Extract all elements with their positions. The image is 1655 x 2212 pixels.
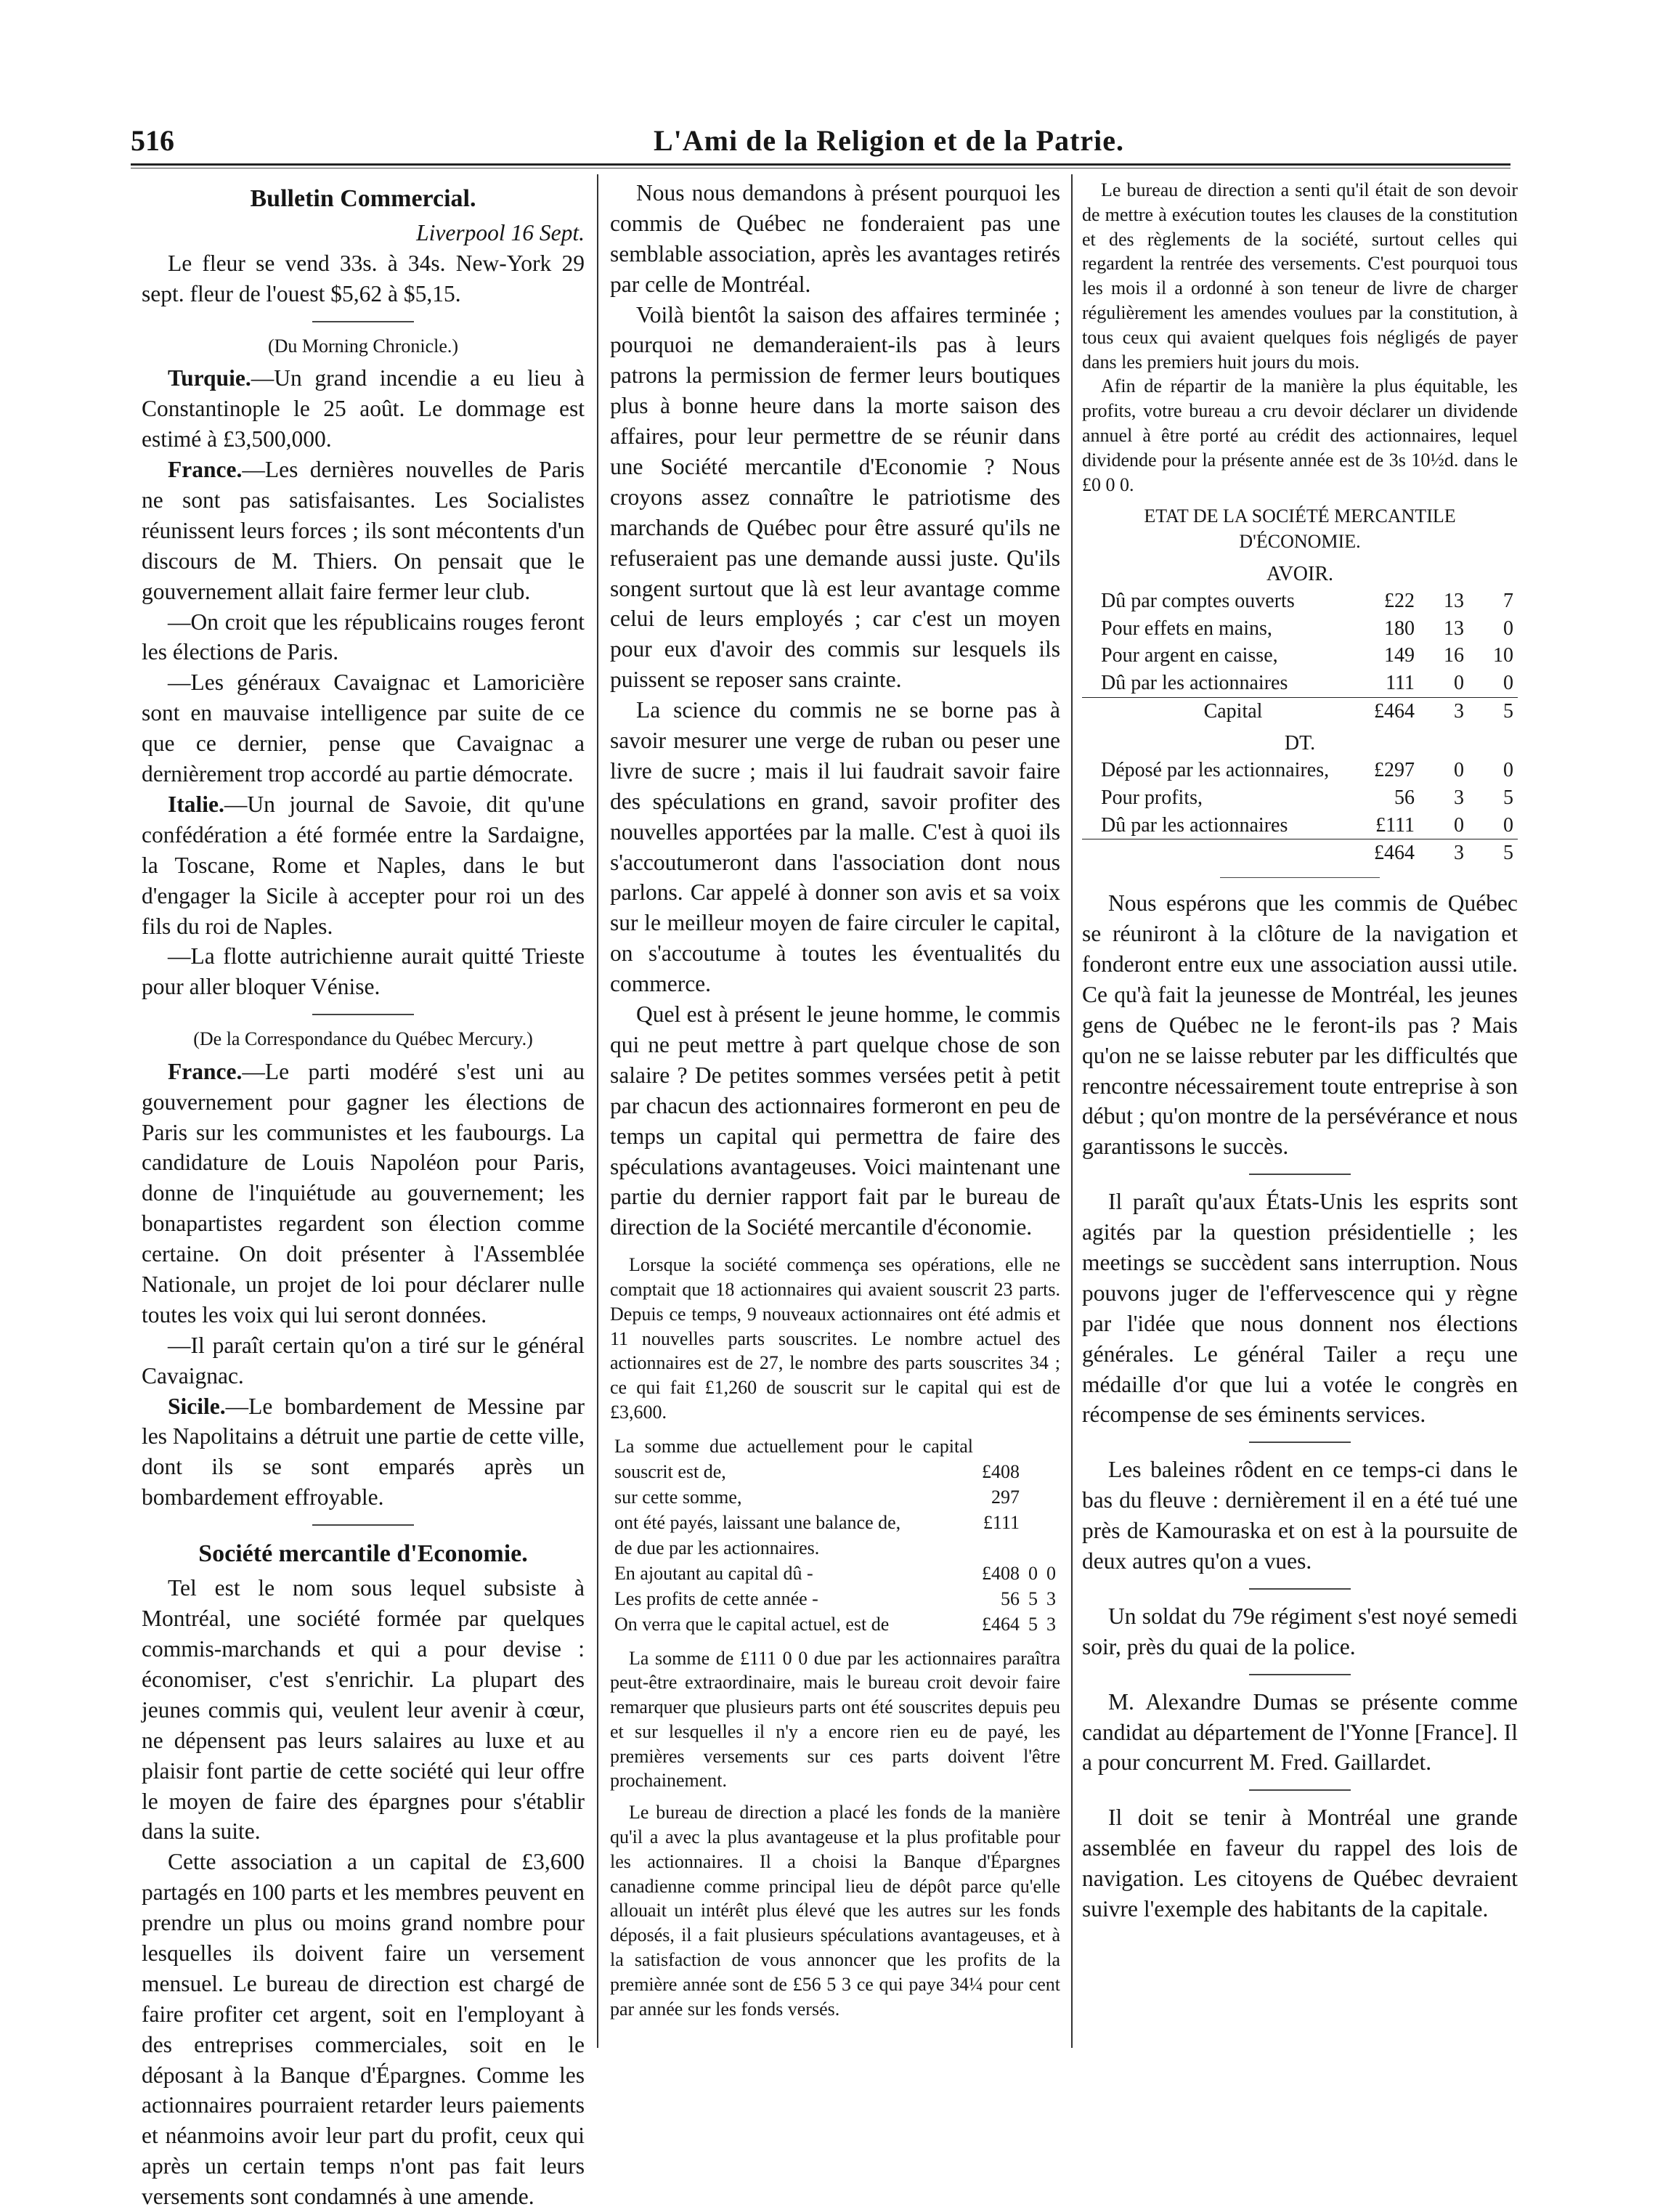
column-divider-2 [1071, 174, 1073, 2048]
avoir-pounds: 149 [1384, 644, 1415, 667]
news-generaux: —Les généraux Cavaignac et Lamoricière sont en mauvaise intelligence par suite de ce que ce dernier, pense que Cavaignac a dernièrement trop accordé au partie démocrate. [142, 670, 585, 787]
dt-total-pounds: £464 [1370, 839, 1419, 867]
country-france-2: France. [168, 1058, 243, 1084]
account-value: £408 [982, 1460, 1020, 1482]
capital-shillings: 3 [1419, 697, 1468, 725]
avoir-pounds: 180 [1384, 617, 1415, 640]
account-shillings: 0 [1028, 1563, 1038, 1585]
avoir-shillings: 13 [1444, 589, 1464, 612]
report-somme: La somme de £111 0 0 due par les actionnaires paraîtra peut-être extraordinaire, mais le bureau croit devoir faire remarquer que plusieurs parts ont été souscrites depuis peu et sur lesquelles il n'y a encore rien eu de payé, les premières versements sur ces parts doivent l'être prochainement. [610, 1647, 1060, 1792]
avoir-pence: 7 [1503, 589, 1513, 612]
account-pence: 0 [1046, 1563, 1056, 1585]
dt-row [1082, 812, 1518, 839]
avoir-row [1082, 642, 1518, 670]
news-republicains: —On croit que les républicains rouges feront les élections de Paris. [142, 609, 585, 665]
dt-title: DT. [1284, 731, 1316, 755]
avoir-row [1082, 670, 1518, 697]
column-3 [1082, 178, 1518, 1924]
news-italie [142, 789, 585, 941]
article-paragraph: Tel est le nom sous lequel subsiste à Montréal, une société formée par quelques commis-marchands et qui a pour devise : économiser, c'est s'enrichir. La plupart des jeunes commis qui, veulent leur avenir à cœur, ne dépensent pas leurs salaires au luxe et au plaisir font partie de cette société qui leur offre le moyen de faire des épargnes pour s'établir dans la suite. [142, 1575, 585, 1845]
news-france-1 [142, 455, 585, 606]
italie-text: —Un journal de Savoie, dit qu'une confédération a été formée entre la Sardaigne, la Toscane, Rome et Naples, dans le but d'engager la Sicile à accepter pour roi un des fils du roi de Naples. [142, 791, 585, 939]
header-rule [131, 163, 1510, 166]
account-shillings: 5 [1028, 1588, 1038, 1610]
account-label: La somme due actuellement pour le capital souscrit est de, [614, 1435, 973, 1482]
dt-shillings: 0 [1454, 813, 1464, 837]
etat-title: ETAT DE LA SOCIÉTÉ MERCANTILE D'ÉCONOMIE. [1144, 505, 1456, 552]
account-pence [1042, 1484, 1060, 1510]
account-row [610, 1611, 1060, 1637]
avoir-pence: 0 [1503, 617, 1513, 640]
account-shillings [1024, 1510, 1042, 1535]
account-row [610, 1586, 1060, 1611]
dt-row [1082, 784, 1518, 812]
sicile-text: —Le bombardement de Messine par les Napolitains a détruit une partie de cette ville, dont ils se sont emparés après un bombardement effroyable. [142, 1393, 585, 1510]
account-value: £111 [983, 1512, 1020, 1534]
separator [1249, 1174, 1351, 1175]
account-value: 297 [991, 1486, 1020, 1508]
country-france-1: France. [168, 457, 243, 483]
masthead-title: L'Ami de la Religion et de la Patrie. [654, 124, 1125, 157]
account-row [610, 1561, 1060, 1586]
account-pence [1042, 1434, 1060, 1484]
news-etats-unis: Il paraît qu'aux États-Unis les esprits sont agités par la question présidentielle ; les meetings se succèdent sans interruption. Nous pouvons juger de l'effervescence qui y règne par l'idée que nous donnent nos élections générales. Le général Tailer a reçu une médaille d'or que lui a votée le congrès en récompense de ses éminents services. [1082, 1189, 1518, 1428]
account-label: On verra que le capital actuel, est de [614, 1614, 890, 1635]
article-paragraph: Nous nous demandons à présent pourquoi les commis de Québec ne fonderaient pas une semblable association, après les avantages retirés par celle de Montréal. [610, 180, 1060, 297]
france-2-text: —Le parti modéré s'est uni au gouvernement pour gagner les élections de Paris sur les communistes et les faubourgs. La candidature de Louis Napoléon pour Paris, donne de l'inquiétude au gouvernement; les bonapartistes regardent son élection comme certaine. On doit présenter à l'Assemblée Nationale, un projet de loi pour déclarer nulle toutes les voix qui lui seront données. [142, 1058, 585, 1327]
dt-pence: 0 [1503, 758, 1513, 781]
avoir-pence: 0 [1503, 672, 1513, 695]
account-pence: 3 [1046, 1588, 1056, 1610]
bulletin-title: Bulletin Commercial. [250, 185, 476, 212]
capital-pence: 5 [1468, 697, 1518, 725]
avoir-pence: 10 [1493, 644, 1513, 667]
account-value: £464 [982, 1614, 1020, 1635]
avoir-title: AVOIR. [1266, 562, 1334, 585]
dt-pounds: £111 [1375, 813, 1415, 837]
article-paragraph: Voilà bientôt la saison des affaires terminée ; pourquoi ne demanderaient-ils pas à leurs patrons la permission de fermer leurs boutiques plus à bonne heure dans la morte saison des affaires, pour leur permettre de se réunir dans une Société mercantile d'Economie ? Nous croyons assez connaître le patriotisme des marchands de Québec pour être assuré qu'ils ne refuseraient pas une demande aussi juste. Qu'ils songent surtout que là est leur avantage comme celui de leurs employés ; car c'est un moyen pour eux d'avoir des commis sur lesquels ils puissent se reposer sans crainte. [610, 301, 1060, 693]
france-1-text: —Les dernières nouvelles de Paris ne sont pas satisfaisantes. Les Socialistes réunissent leurs forces ; ils sont mécontents d'un discours de M. Thiers. On pensait que le gouvernement allait faire fermer leur club. [142, 457, 585, 604]
report-excerpt [610, 1253, 1060, 2021]
account-pence [1042, 1510, 1060, 1535]
separator [1249, 1588, 1351, 1590]
source-quebec-mercury: (De la Correspondance du Québec Mercury.) [193, 1028, 533, 1050]
column-2 [610, 178, 1060, 2021]
dt-row [1082, 757, 1518, 784]
article-paragraph: Nous espérons que les commis de Québec se réuniront à la clôture de la navigation et fonderont entre eux une association aussi utile. Ce qu'à fait la jeunesse de Montréal, les jeunes gens de Québec ne le feront-ils pas ? Mais qu'on ne se laisse rebuter par les difficultés que rencontre nécessairement toute entreprise à son début ; qu'on montre de la persévérance et nous garantissons le succès. [1082, 890, 1518, 1160]
news-soldat: Un soldat du 79e régiment s'est noyé semedi soir, près du quai de la police. [1082, 1603, 1518, 1659]
bulletin-dateline: Liverpool 16 Sept. [416, 220, 585, 246]
news-tire: —Il paraît certain qu'on a tiré sur le général Cavaignac. [142, 1332, 585, 1388]
avoir-label: Pour effets en mains, [1101, 617, 1272, 640]
column-1 [142, 178, 585, 2212]
dt-pence: 0 [1503, 813, 1513, 837]
dt-total-pence: 5 [1468, 839, 1518, 867]
avoir-row [1082, 587, 1518, 615]
account-label: ont été payés, laissant une balance de, [614, 1512, 901, 1534]
report-repartir: Afin de répartir de la manière la plus équitable, les profits, votre bureau a cru devoir déclarer un dividende annuel à être porté au crédit des actionnaires, lequel dividende pour la présente année est de 3s 10½d. dans le £0 0 0. [1082, 375, 1518, 495]
account-label: de due par les actionnaires. [614, 1537, 820, 1559]
page-number: 516 [131, 124, 174, 157]
separator [1249, 1789, 1351, 1791]
turquie-text: —Un grand incendie a eu lieu à Constantinople le 25 août. Le dommage est estimé à £3,500,000. [142, 365, 585, 452]
account-shillings [1024, 1484, 1042, 1510]
column-divider-1 [597, 174, 598, 2048]
separator [312, 1524, 414, 1526]
news-flotte: —La flotte autrichienne aurait quitté Trieste pour aller bloquer Vénise. [142, 943, 585, 1000]
dt-label: Déposé par les actionnaires, [1101, 758, 1330, 781]
account-label: sur cette somme, [614, 1486, 742, 1508]
dt-pounds: 56 [1394, 786, 1415, 809]
avoir-label: Dû par comptes ouverts [1101, 589, 1295, 612]
country-italie: Italie. [168, 791, 224, 817]
separator [312, 321, 414, 322]
dt-total-row [1082, 839, 1518, 867]
account-shillings: 5 [1028, 1614, 1038, 1635]
account-value: £408 [982, 1563, 1020, 1585]
account-value: 56 [1001, 1588, 1020, 1610]
account-pence [1042, 1535, 1060, 1561]
avoir-shillings: 13 [1444, 617, 1464, 640]
article-paragraph: Quel est à présent le jeune homme, le commis qui ne peut mettre à part quelque chose de son salaire ? De petites sommes versées petit à petit par chacun des actionnaires formeront en peu de temps un capital qui permettra de faire des spéculations avantageuses. Voici maintenant une partie du dernier rapport fait par le bureau de direction de la Société mercantile d'économie. [610, 1001, 1060, 1240]
dt-label: Dû par les actionnaires [1101, 813, 1288, 837]
avoir-pounds: £22 [1384, 589, 1415, 612]
account-row [610, 1434, 1060, 1484]
account-label: Les profits de cette année - [614, 1588, 818, 1610]
societe-title: Société mercantile d'Economie. [198, 1540, 528, 1568]
separator [1249, 1442, 1351, 1443]
capital-total-row [1082, 697, 1518, 725]
account-value [977, 1535, 1024, 1561]
account-row [610, 1484, 1060, 1510]
page-header [131, 123, 1510, 174]
report-continued [1082, 178, 1518, 497]
news-montreal: Il doit se tenir à Montréal une grande assemblée en faveur du rappel des lois de navigation. Les citoyens de Québec devraient suivre l'exemple des habitants de la capitale. [1082, 1805, 1518, 1922]
article-paragraph: Cette association a un capital de £3,600 partagés en 100 parts et les membres peuvent en prendre un plus ou moins grand nombre pour lesquelles ils doivent faire un versement mensuel. Le bureau de direction est chargé de faire profiter cet argent, soit en l'employant à des entreprises commerciales, soit en le déposant à la Banque d'Épargnes. Comme les actionnaires pourraient retarder leurs paiements et néanmoins avoir leur part du profit, ceux qui après un certain temps n'ont pas fait leurs versements sont condamnés à une amende. [142, 1849, 585, 2210]
dt-total-shillings: 3 [1419, 839, 1468, 867]
report-accounts-table [610, 1434, 1060, 1638]
dt-pounds: £297 [1374, 758, 1415, 781]
avoir-label: Dû par les actionnaires [1101, 672, 1288, 695]
bulletin-text: Le fleur se vend 33s. à 34s. New-York 29 sept. fleur de l'ouest $5,62 à $5,15. [142, 251, 585, 306]
separator [312, 1014, 414, 1015]
news-turquie [142, 363, 585, 455]
account-row [610, 1535, 1060, 1561]
article-paragraph: La science du commis ne se borne pas à savoir mesurer une verge de ruban ou peser une livre de sucre ; mais il lui faudrait savoir faire des spéculations en grand, savoir profiter des nouvelles apportées par la malle. C'est à quoi ils s'accoutumeront dans l'association dont nous parlons. Car appelé à donner son avis et sa voix sur le meilleur moyen de faire circuler le capital, on s'accoutume à toutes les éventualités du commerce. [610, 697, 1060, 997]
avoir-shillings: 0 [1454, 672, 1464, 695]
news-france-2 [142, 1057, 585, 1330]
account-row [610, 1510, 1060, 1535]
dt-shillings: 0 [1454, 758, 1464, 781]
dt-pence: 5 [1503, 786, 1513, 809]
report-bureau-devoir: Le bureau de direction a senti qu'il était de son devoir de mettre à exécution toutes les clauses de la constitution et des règlements de la société, surtout celles qui regardent la rentrée des versements. C'est pourquoi tous les mois il a ordonné à son teneur de livre de charger régulièrement les amendes voulues par la constitution, à tous ceux qui avaient quelques fois négligés de payer dans les premiers huit jours du mois. [1082, 179, 1518, 373]
separator [1220, 877, 1380, 878]
avoir-table [1082, 587, 1518, 725]
country-sicile: Sicile. [168, 1393, 226, 1419]
avoir-row [1082, 615, 1518, 643]
separator [1249, 1674, 1351, 1675]
dt-table [1082, 757, 1518, 867]
dt-label: Pour profits, [1101, 786, 1203, 809]
news-baleines: Les baleines rôdent en ce temps-ci dans le bas du fleuve : dernièrement il en a été tué une près de Kamouraska et on est à la poursuite de deux autres qu'on a vues. [1082, 1457, 1518, 1574]
avoir-shillings: 16 [1444, 644, 1464, 667]
news-sicile [142, 1391, 585, 1513]
account-pence: 3 [1046, 1614, 1056, 1635]
source-morning-chronicle: (Du Morning Chronicle.) [267, 335, 459, 357]
report-intro: Lorsque la société commença ses opérations, elle ne comptait que 18 actionnaires qui avaient souscrit 23 parts. Depuis ce temps, 9 nouveaux actionnaires ont été admis et 11 nouvelles parts souscrites. Le nombre actuel des actionnaires est de 27, le nombre des parts souscrites 34 ; ce qui fait £1,260 de souscrit sur le capital qui est de £3,600. [610, 1254, 1060, 1423]
report-bureau: Le bureau de direction a placé les fonds de la manière qu'il a avec la plus avantageuse et la plus profitable pour les actionnaires. Il a choisi la Banque d'Épargnes canadienne comme principal lieu de dépôt parce qu'elle allouait un intérêt plus élevé que les autres sur les fonds déposés, il a fait plusieurs spéculations avantageuses, et à la satisfaction de vous annoncer que les profits de la première année sont de £56 5 3 ce qui paye 34¼ pour cent par année sur les fonds versés. [610, 1802, 1060, 2020]
account-label: En ajoutant au capital dû - [614, 1563, 813, 1585]
country-turquie: Turquie. [168, 365, 251, 391]
capital-pounds: £464 [1370, 697, 1419, 725]
avoir-label: Pour argent en caisse, [1101, 644, 1278, 667]
capital-label: Capital [1082, 697, 1370, 725]
account-shillings [1024, 1434, 1042, 1484]
dt-shillings: 3 [1454, 786, 1464, 809]
account-shillings [1024, 1535, 1042, 1561]
news-dumas: M. Alexandre Dumas se présente comme candidat au département de l'Yonne [France]. Il a pour concurrent M. Fred. Gaillardet. [1082, 1688, 1518, 1776]
avoir-pounds: 111 [1386, 672, 1415, 695]
